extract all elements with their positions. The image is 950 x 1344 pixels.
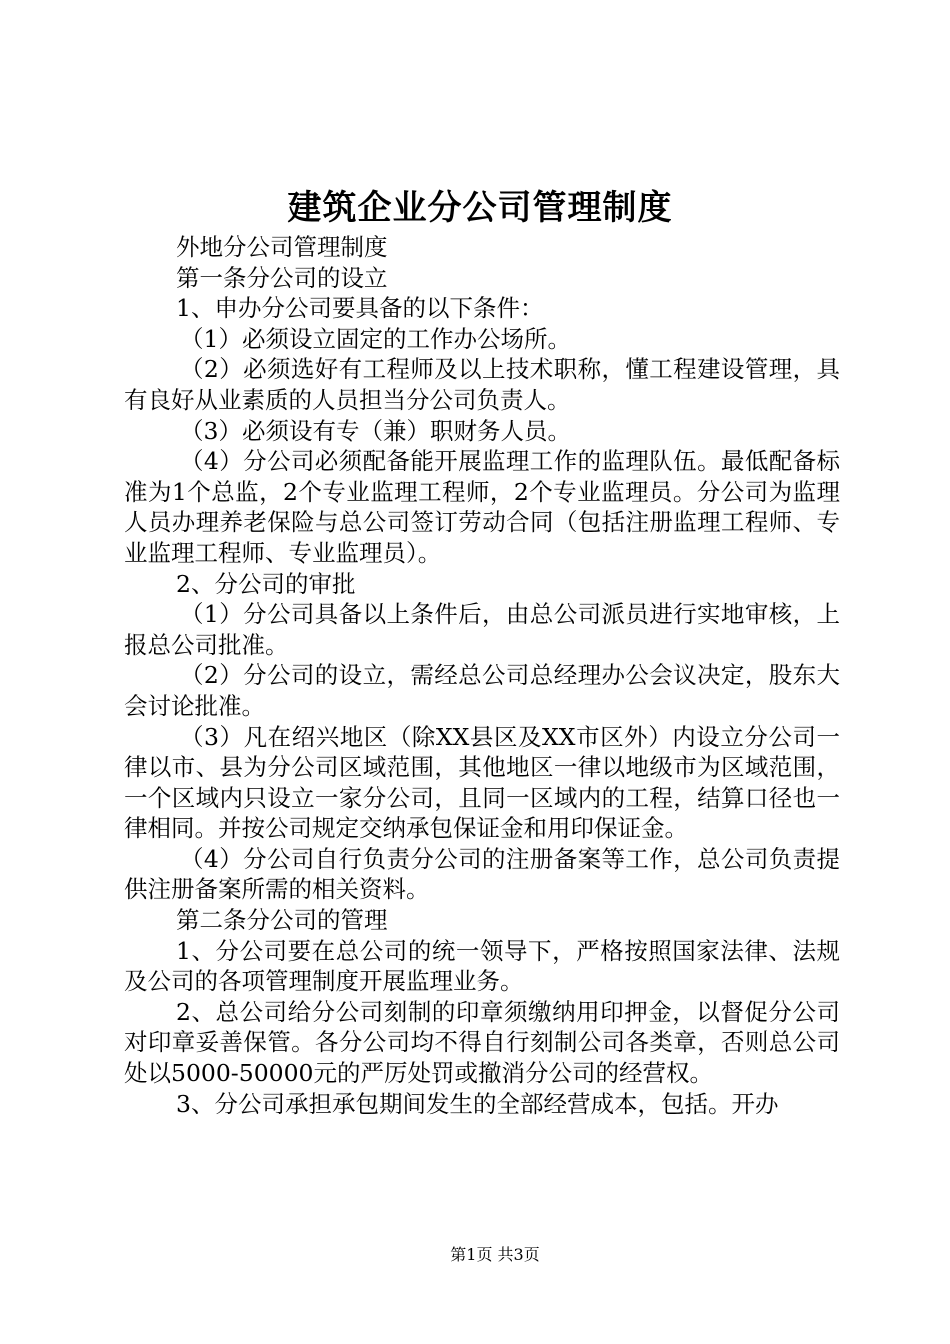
page-number-footer: 第1页 共3页 — [450, 1245, 540, 1264]
document-body — [124, 232, 840, 1119]
paragraph: 3、分公司承担承包期间发生的全部经营成本，包括。开办 — [176, 1089, 779, 1118]
paragraph: （1）分公司具备以上条件后，由总公司派员进行实地审核，上报总公司批准。 — [124, 600, 840, 659]
paragraph: 外地分公司管理制度 — [176, 233, 388, 261]
paragraph: 1、分公司要在总公司的统一领导下，严格按照国家法律、法规及公司的各项管理制度开展监理业务。 — [124, 936, 840, 996]
section-heading: 第一条分公司的设立 — [176, 263, 388, 292]
paragraph: （3）凡在绍兴地区（除XX县区及XX市区外）内设立分公司一律以市、县为分公司区域范围，其他地区一律以地级市为区域范围，一个区域内只设立一家分公司，且同一区域内的工程，结算口径也一律相同。并按公司规定交纳承包保证金和用印保证金。 — [124, 722, 840, 843]
paragraph: （2）分公司的设立，需经总公司总经理办公会议决定，股东大会讨论批准。 — [124, 661, 840, 720]
section-heading: 第二条分公司的管理 — [176, 906, 388, 935]
paragraph: 2、分公司的审批 — [176, 569, 356, 598]
document-title: 建筑企业分公司管理制度 — [287, 188, 673, 228]
paragraph: （2）必须选好有工程师及以上技术职称，懂工程建设管理，具有良好从业素质的人员担当分公司负责人。 — [124, 355, 840, 414]
paragraph: （3）必须设有专（兼）职财务人员。 — [180, 416, 571, 445]
paragraph: （4）分公司必须配备能开展监理工作的监理队伍。最低配备标准为1个总监，2个专业监理工程师，2个专业监理员。分公司为监理人员办理养老保险与总公司签订劳动合同（包括注册监理工程师、专业监理工程师、专业监理员）。 — [124, 447, 840, 567]
paragraph: 1、申办分公司要具备的以下条件： — [176, 294, 544, 323]
paragraph: （1）必须设立固定的工作办公场所。 — [180, 324, 571, 353]
paragraph: （4）分公司自行负责分公司的注册备案等工作，总公司负责提供注册备案所需的相关资料。 — [124, 844, 840, 904]
paragraph: 2、总公司给分公司刻制的印章须缴纳用印押金，以督促分公司对印章妥善保管。各分公司均不得自行刻制公司各类章，否则总公司处以5000-50000元的严厉处罚或撤消分公司的经营权。 — [124, 997, 840, 1088]
